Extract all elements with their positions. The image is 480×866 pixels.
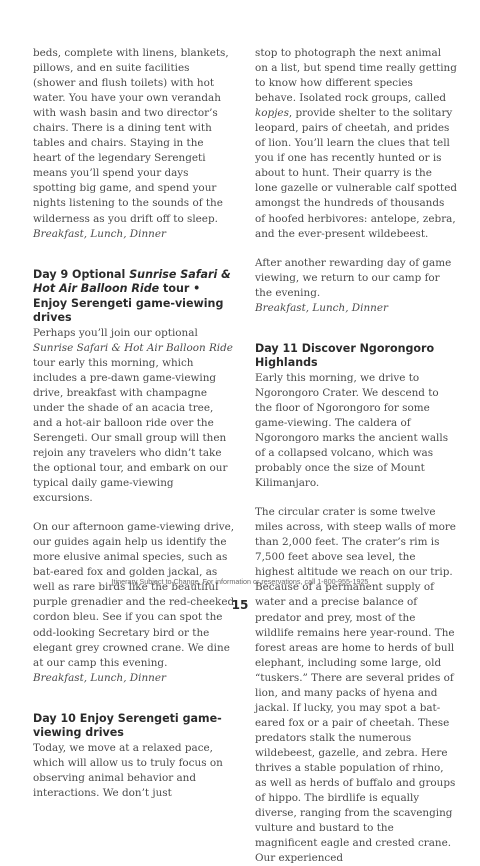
- day10-paragraph-1: Today, we move at a relaxed pace, which will allow us to truly focus on observing animal behavior and interactions. We don’t just: [33, 741, 223, 799]
- day9-heading-a: Day 9 Optional: [33, 267, 130, 281]
- day9-p1-tour: Sunrise Safari & Hot Air Balloon Ride: [33, 341, 233, 354]
- day11-heading: Day 11 Discover Ngorongoro Highlands: [255, 341, 435, 370]
- day9-paragraph-1: [33, 326, 235, 507]
- day9-meals: Breakfast, Lunch, Dinner: [33, 671, 166, 684]
- right-column: [255, 46, 457, 866]
- stop-paragraph: [255, 46, 457, 242]
- day9-paragraph-2: On our afternoon game-viewing drive, our guides again help us identify the more elusive animal species, such as bat-eared fox and golden jackal, as well as rare birds like the beautiful purple grenadier and the red-cheeked cordon bleu. See if you can spot the odd-looking Secretary bird or the elegant grey crowned crane. We dine at our camp this evening.: [33, 521, 235, 669]
- beds-paragraph: beds, complete with linens, blankets, pillows, and en suite facilities (shower and flush toilets) with hot water. You have your own verandah with wash basin and two director’s chairs. There is a dining tent with tables and chairs. Staying in the heart of the legendary Serengeti means you’ll spend your days spotting big game, and spend your nights listening to the sounds of the wilderness as you drift off to sleep.: [33, 47, 229, 225]
- stop-c: , provide shelter to the solitary leopard, pairs of cheetah, and prides of lion. You’ll learn the clues that tell you if one has recently hunted or is about to hunt. Their quarry is the lone gazelle or vulnerable calf spotted amongst the hundreds of thousands of hoofed herbivores: antelope, zebra, and the ever-present wildebeest.: [255, 107, 458, 240]
- kopjes-term: kopjes: [255, 107, 289, 120]
- day9-heading-tour: Sunrise Safari & Hot Air Balloon Ride: [33, 267, 231, 296]
- page-number: 15: [231, 598, 249, 612]
- day11-paragraph-2: The circular crater is some twelve miles across, with steep walls of more than 2,000 feet. The crater’s rim is 7,500 feet above sea level, the highest altitude we reach on our trip. Because of a permanent supply of water and a precise balance of predator and prey, most of the wildlife remains here year-round. The forest areas are home to herds of bull elephant, including some large, old “tuskers.” There are several prides of lion, and many packs of hyena and jackal. If lucky, you may spot a bat-eared fox or a pair of cheetah. These predators stalk the numerous wildebeest, gazelle, and zebra. Here thrives a stable population of rhino, as well as herds of buffalo and groups of hippo. The birdlife is equally diverse, ranging from the scavenging vulture and bustard to the magnificent eagle and crested crane. Our experienced: [255, 506, 456, 865]
- day9-heading: [33, 268, 235, 326]
- left-column: [33, 46, 235, 801]
- day10-meals: Breakfast, Lunch, Dinner: [255, 301, 388, 314]
- day10-heading: Day 10 Enjoy Serengeti game-viewing drives: [33, 711, 222, 740]
- day9-p1-a: Perhaps you’ll join our optional: [33, 326, 198, 339]
- day9-heading-c: tour • Enjoy Serengeti game-viewing drives: [33, 282, 224, 325]
- day11-paragraph-1: Early this morning, we drive to Ngorongoro Crater. We descend to the floor of Ngorongoro for some game-viewing. The caldera of Ngorongoro marks the ancient walls of a collapsed volcano, which was probably once the size of Mount Kilimanjaro.: [255, 371, 449, 490]
- stop-a: stop to photograph the next animal on a list, but spend time really getting to know how different species behave. Isolated rock groups, called: [255, 47, 457, 105]
- after-paragraph: After another rewarding day of game viewing, we return to our camp for the evening.: [255, 256, 452, 299]
- footer-note: Itinerary Subject to Change. For information or reservations, call 1-800-955-1925: [111, 577, 369, 586]
- day9-p1-c: tour early this morning, which includes a pre-dawn game-viewing drive, breakfast with champagne under the shade of an acacia tree, and a hot-air balloon ride over the Serengeti. Our small group will then rejoin any travelers who didn’t take the optional tour, and embark on our typical daily game-viewing excursions.: [33, 356, 228, 505]
- meals-line-1: Breakfast, Lunch, Dinner: [33, 227, 166, 240]
